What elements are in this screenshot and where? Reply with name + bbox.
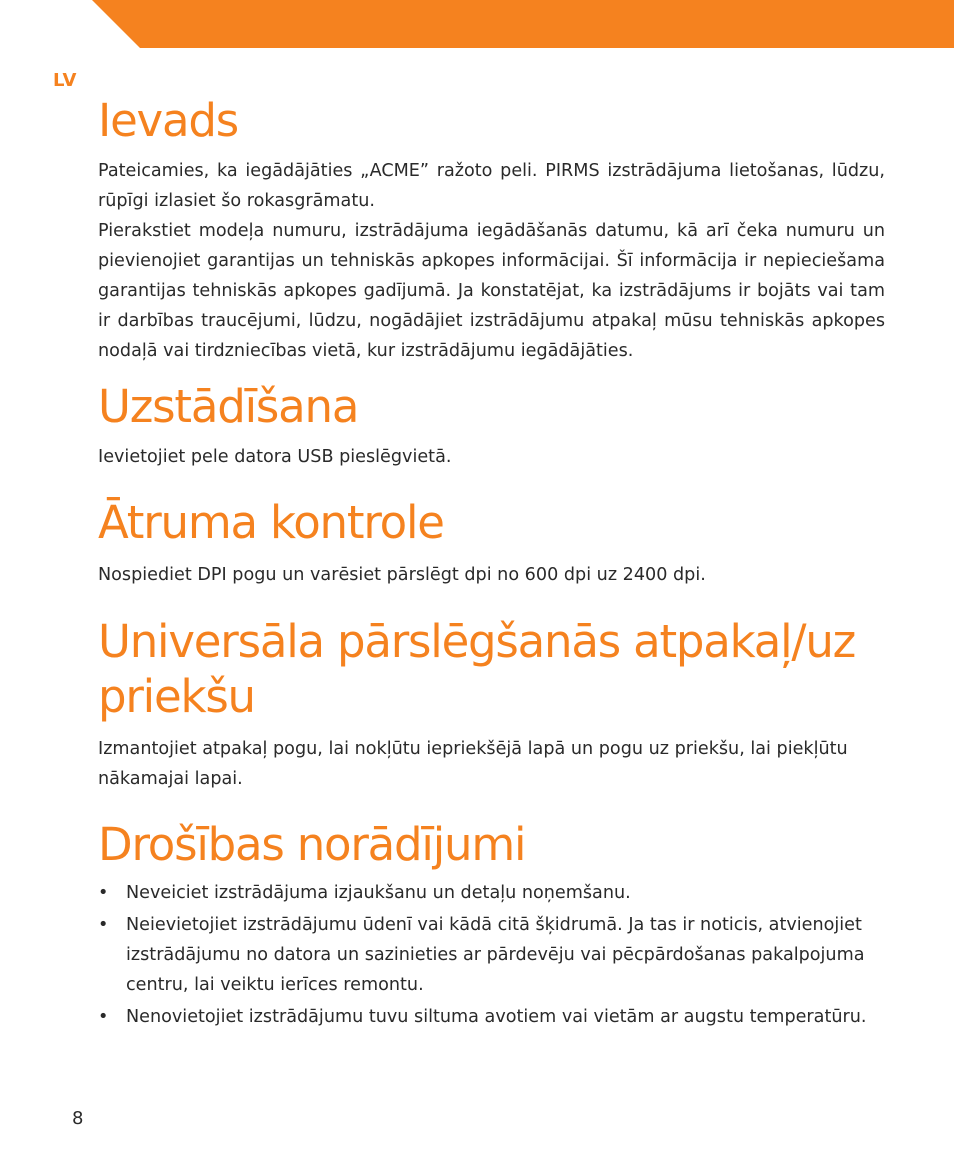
- list-item-text: Nenovietojiet izstrādājumu tuvu siltuma avotiem vai vietām ar augstu temperatūru.: [126, 1007, 867, 1027]
- paragraph-universala: Izmantojiet atpakaļ pogu, lai nokļūtu iepriekšējā lapā un pogu uz priekšu, lai piekļūtu nākamajai lapai.: [98, 739, 848, 789]
- bullet-icon: •: [98, 1007, 109, 1027]
- paragraph-atruma-kontrole: Nospiediet DPI pogu un varēsiet pārslēgt dpi no 600 dpi uz 2400 dpi.: [98, 565, 706, 585]
- paragraph-ievads-details: Pierakstiet modeļa numuru, izstrādājuma iegādāšanās datumu, kā arī čeka numuru un pievienojiet garantijas un tehniskās apkopes informācijai. Šī informācija ir nepieciešama garantijas tehniskās apkopes gadījumā. Ja konstatējat, ka izstrādājums ir bojāts vai tam ir darbības traucējumi, lūdzu, nogādājiet izstrādājumu atpakaļ mūsu tehniskās apkopes nodaļā vai tirdzniecības vietā, kur izstrādājumu iegādājāties.: [98, 221, 885, 361]
- heading-atruma-kontrole: Ātruma kontrole: [98, 496, 444, 549]
- bullet-icon: •: [98, 883, 109, 903]
- bullet-icon: •: [98, 915, 109, 935]
- list-item: [98, 910, 885, 1000]
- page-content: [98, 94, 885, 1034]
- language-tag: LV: [53, 70, 77, 91]
- heading-universala-line-1: Universāla pārslēgšanās atpakaļ/uz: [98, 615, 856, 668]
- heading-drosibas-noradijumi: Drošības norādījumi: [98, 818, 526, 871]
- list-item: [98, 878, 885, 908]
- list-item-text: Neievietojiet izstrādājumu ūdenī vai kādā citā šķidrumā. Ja tas ir noticis, atvienojiet izstrādājumu no datora un sazinieties ar pārdevēju vai pēcpārdošanas pakalpojuma centru, lai veiktu ierīces remontu.: [126, 915, 865, 995]
- heading-universala-parslegsana: [98, 614, 885, 724]
- paragraph-uzstadisana: Ievietojiet pele datora USB pieslēgvietā.: [98, 447, 452, 467]
- page-number: 8: [72, 1108, 84, 1129]
- paragraph-ievads-intro: Pateicamies, ka iegādājāties „ACME” ražoto peli. PIRMS izstrādājuma lietošanas, lūdzu, rūpīgi izlasiet šo rokasgrāmatu.: [98, 161, 885, 211]
- list-item: [98, 1002, 885, 1032]
- list-item-text: Neveiciet izstrādājuma izjaukšanu un detaļu noņemšanu.: [126, 883, 631, 903]
- safety-list: [98, 878, 885, 1032]
- heading-ievads: Ievads: [98, 94, 238, 147]
- heading-uzstadisana: Uzstādīšana: [98, 380, 359, 433]
- top-orange-banner: [0, 0, 954, 48]
- heading-universala-line-2: priekšu: [98, 670, 255, 723]
